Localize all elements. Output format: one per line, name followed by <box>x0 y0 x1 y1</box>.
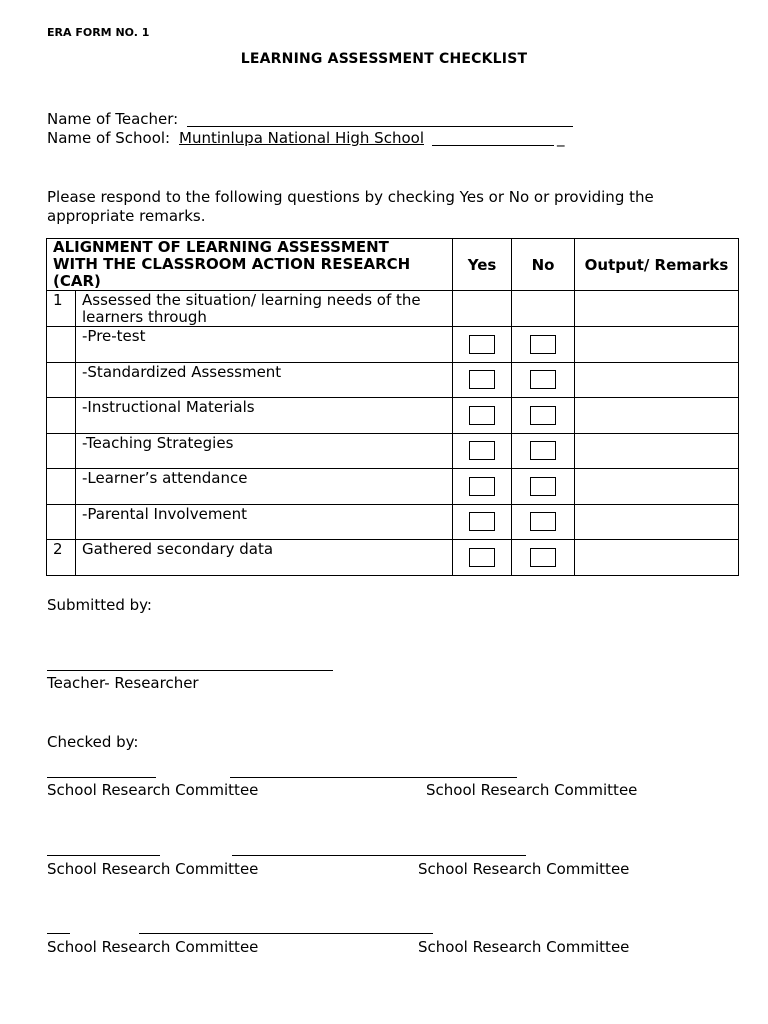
school-name-value[interactable]: Muntinlupa National High School <box>179 129 424 147</box>
row-number <box>47 433 76 469</box>
no-cell <box>512 469 575 505</box>
no-cell <box>512 433 575 469</box>
yes-checkbox[interactable] <box>469 406 495 425</box>
table-header-title <box>47 239 453 291</box>
yes-cell <box>453 433 512 469</box>
committee-signature-line[interactable] <box>47 855 160 856</box>
remarks-cell[interactable] <box>575 291 739 327</box>
no-cell <box>512 362 575 398</box>
table-row <box>47 469 739 505</box>
school-label: Name of School: <box>47 129 171 147</box>
yes-cell <box>453 469 512 505</box>
committee-label: School Research Committee <box>47 938 259 956</box>
yes-checkbox[interactable] <box>469 441 495 460</box>
table-header-row <box>47 239 739 291</box>
row-number <box>47 362 76 398</box>
row-number: 1 <box>47 291 76 327</box>
table-row <box>47 362 739 398</box>
row-number <box>47 398 76 434</box>
checklist-table <box>46 238 739 576</box>
row-number <box>47 504 76 540</box>
instructions-line-2: appropriate remarks. <box>47 207 206 225</box>
no-checkbox[interactable] <box>530 512 556 531</box>
no-cell-empty <box>512 291 575 327</box>
remarks-cell[interactable] <box>575 398 739 434</box>
submitted-by-label: Submitted by: <box>47 596 152 614</box>
row-text: -Learner’s attendance <box>76 469 453 505</box>
teacher-name-field[interactable] <box>187 126 573 127</box>
header-title-line-3: (CAR) <box>53 272 101 290</box>
remarks-cell[interactable] <box>575 327 739 363</box>
yes-cell-empty <box>453 291 512 327</box>
checked-by-label: Checked by: <box>47 733 139 751</box>
committee-label: School Research Committee <box>418 860 630 878</box>
row-number: 2 <box>47 540 76 576</box>
no-checkbox[interactable] <box>530 335 556 354</box>
row-text: -Instructional Materials <box>76 398 453 434</box>
row-text: Assessed the situation/ learning needs of the learners through <box>76 291 453 327</box>
remarks-cell[interactable] <box>575 469 739 505</box>
school-name-underline <box>432 145 554 146</box>
no-cell <box>512 504 575 540</box>
school-name-trailing: _ <box>557 129 565 147</box>
form-number: ERA FORM NO. 1 <box>47 26 150 39</box>
header-title-line-1: ALIGNMENT OF LEARNING ASSESSMENT <box>53 238 389 256</box>
yes-checkbox[interactable] <box>469 335 495 354</box>
remarks-cell[interactable] <box>575 362 739 398</box>
remarks-cell[interactable] <box>575 433 739 469</box>
teacher-label: Name of Teacher: <box>47 110 179 128</box>
column-header-no: No <box>512 239 575 291</box>
committee-signature-line[interactable] <box>47 777 156 778</box>
committee-signature-line[interactable] <box>47 933 70 934</box>
yes-cell <box>453 362 512 398</box>
row-text: -Standardized Assessment <box>76 362 453 398</box>
table-row <box>47 327 739 363</box>
no-cell <box>512 327 575 363</box>
instructions-line-1: Please respond to the following questions by checking Yes or No or providing the <box>47 188 654 206</box>
teacher-researcher-label: Teacher- Researcher <box>47 674 199 692</box>
yes-cell <box>453 504 512 540</box>
table-row <box>47 504 739 540</box>
row-text: -Teaching Strategies <box>76 433 453 469</box>
yes-cell <box>453 398 512 434</box>
table-row <box>47 433 739 469</box>
no-checkbox[interactable] <box>530 441 556 460</box>
committee-label: School Research Committee <box>418 938 630 956</box>
no-checkbox[interactable] <box>530 548 556 567</box>
yes-checkbox[interactable] <box>469 512 495 531</box>
no-cell <box>512 398 575 434</box>
table-row <box>47 291 739 327</box>
page-title: LEARNING ASSESSMENT CHECKLIST <box>240 51 528 67</box>
no-checkbox[interactable] <box>530 370 556 389</box>
table-row <box>47 540 739 576</box>
table-row <box>47 398 739 434</box>
no-checkbox[interactable] <box>530 406 556 425</box>
committee-signature-line[interactable] <box>139 933 433 934</box>
committee-signature-line[interactable] <box>232 855 526 856</box>
yes-checkbox[interactable] <box>469 370 495 389</box>
column-header-yes: Yes <box>453 239 512 291</box>
column-header-remarks: Output/ Remarks <box>575 239 739 291</box>
committee-label: School Research Committee <box>47 781 259 799</box>
no-checkbox[interactable] <box>530 477 556 496</box>
teacher-signature-line[interactable] <box>47 670 333 671</box>
row-text: -Parental Involvement <box>76 504 453 540</box>
no-cell <box>512 540 575 576</box>
remarks-cell[interactable] <box>575 540 739 576</box>
row-number <box>47 327 76 363</box>
header-title-line-2: WITH THE CLASSROOM ACTION RESEARCH <box>53 255 411 273</box>
yes-cell <box>453 327 512 363</box>
yes-checkbox[interactable] <box>469 477 495 496</box>
committee-label: School Research Committee <box>47 860 259 878</box>
committee-label: School Research Committee <box>426 781 638 799</box>
committee-signature-line[interactable] <box>230 777 517 778</box>
row-text: Gathered secondary data <box>76 540 453 576</box>
row-text: -Pre-test <box>76 327 453 363</box>
yes-checkbox[interactable] <box>469 548 495 567</box>
remarks-cell[interactable] <box>575 504 739 540</box>
yes-cell <box>453 540 512 576</box>
row-number <box>47 469 76 505</box>
